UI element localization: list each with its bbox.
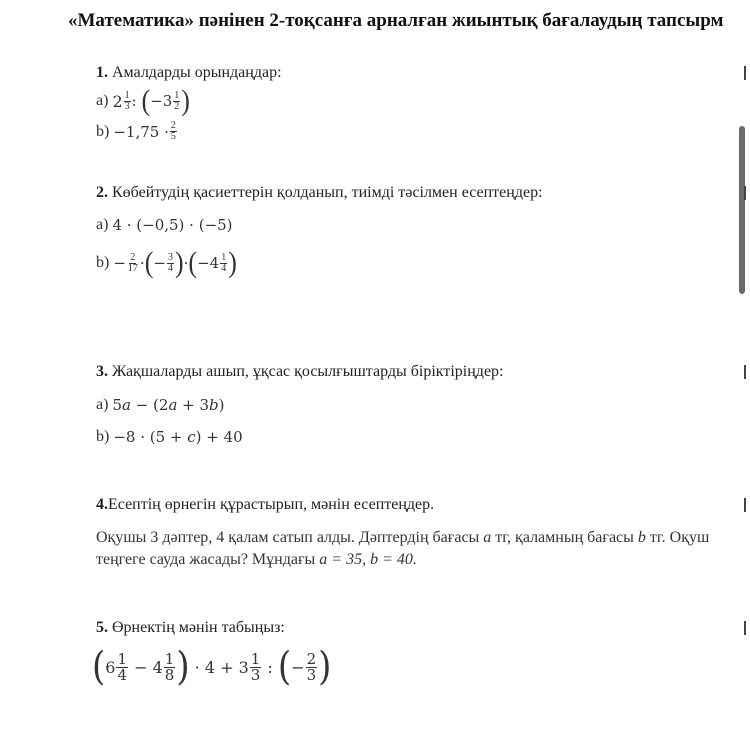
task-1a: a) 2 $\frac{1}{3}$ : ( −3 $\frac{1}{2}$ ) <box>96 83 190 118</box>
task-1-heading <box>96 64 282 82</box>
task-2a: a) 4 · (−0,5) · (−5) <box>96 216 233 234</box>
problem-text: Оқушы 3 дәптер, 4 қалам сатып алды. Дәптердің бағасы <box>96 529 484 546</box>
scrollbar[interactable] <box>739 126 745 294</box>
task-4-text: Есептің өрнегін құрастырып, мәнін есептеңдер. <box>108 496 435 513</box>
task-4-problem-line-2 <box>96 550 417 570</box>
task-1b: b) −1,75 · $\frac{2}{5}$ <box>96 120 176 142</box>
score-bracket <box>744 498 749 512</box>
variable-a: a <box>483 529 492 546</box>
task-3-number: 3. <box>96 363 108 380</box>
task-4-problem-line-1 <box>96 528 709 548</box>
problem-text: тг, қаламның бағасы <box>491 529 638 546</box>
task-2-number: 2. <box>96 184 108 201</box>
score-bracket <box>744 365 749 379</box>
task-5-number: 5. <box>96 619 108 636</box>
problem-text: теңгеге сауда жасады? Мұндағы <box>96 551 320 568</box>
task-5-heading <box>96 619 285 637</box>
variable-b: b <box>637 529 646 546</box>
task-3-heading <box>96 363 503 381</box>
task-5-text: Өрнектің мәнін табыңыз: <box>112 619 285 636</box>
task-4-number: 4. <box>96 496 108 513</box>
task-1b-label: b) <box>96 122 110 140</box>
task-5-expression: ( 6 $\frac{1}{4}$ − 4 $\frac{1}{8}$ ) · 4 + 3 $\frac{1}{3}$ : ( − $\frac{2}{3}$ ) <box>92 644 332 690</box>
task-2-heading <box>96 184 543 202</box>
task-1-text: Амалдарды орындаңдар: <box>112 64 282 81</box>
task-2b-label: b) <box>96 254 110 271</box>
task-3b: b) −8 · (5 + c) + 40 <box>96 428 243 446</box>
task-4-heading <box>96 496 434 514</box>
task-3-text: Жақшаларды ашып, ұқсас қосылғыштарды біріктіріңдер: <box>112 363 504 380</box>
task-1a-label: a) <box>96 92 109 109</box>
score-bracket <box>744 66 749 80</box>
task-1-number: 1. <box>96 64 108 81</box>
task-3a-label: a) <box>96 396 109 413</box>
given-values: a = 35, b = 40. <box>319 551 417 568</box>
fraction: $\frac{1}{3}$ <box>124 89 130 112</box>
task-2b: b) − $\frac{2}{17}$ · ( − $\frac{3}{4}$ ) · ( −4 $\frac{1}{4}$ ) <box>96 245 237 280</box>
task-2-text: Көбейтудің қасиеттерін қолданып, тиімді тәсілмен есептеңдер: <box>112 184 543 201</box>
task-2a-label: a) <box>96 216 109 233</box>
document-title: «Математика» пәнінен 2-тоқсанға арналған жиынтық бағалаудың тапсырм <box>68 10 724 31</box>
score-bracket <box>744 621 749 635</box>
task-3b-label: b) <box>96 428 110 445</box>
problem-text: тг. Оқуш <box>645 529 710 546</box>
task-3a: a) 5a − (2a + 3b) <box>96 396 225 414</box>
score-bracket <box>744 186 749 200</box>
